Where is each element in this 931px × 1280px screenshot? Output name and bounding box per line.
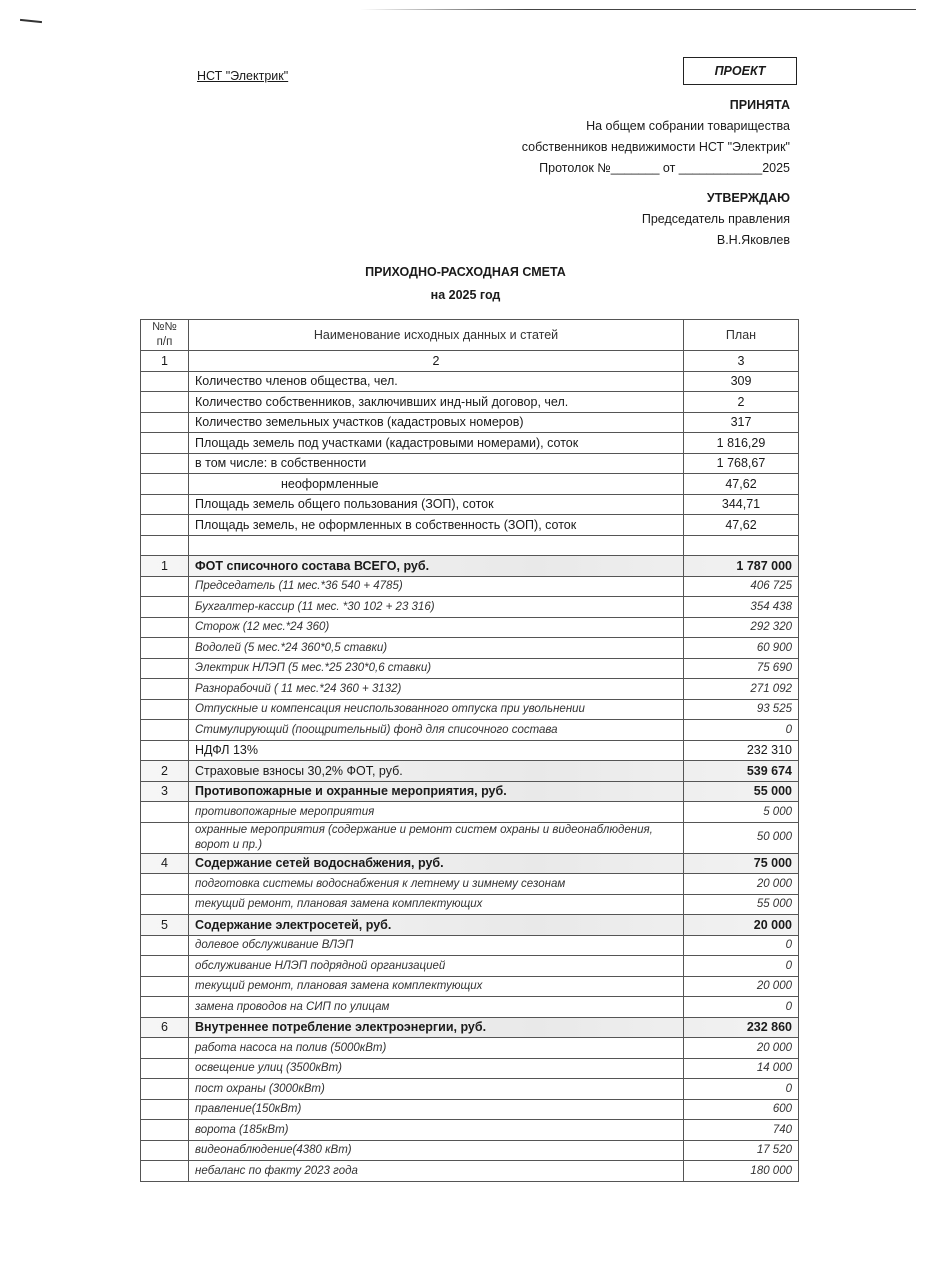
row-name: Площадь земель под участками (кадастровыми номерами), соток xyxy=(189,433,684,454)
header-name: Наименование исходных данных и статей xyxy=(189,320,684,351)
item-row xyxy=(141,699,799,720)
item-plan: 354 438 xyxy=(684,597,799,618)
accepted-heading: ПРИНЯТА xyxy=(729,98,790,112)
item-plan: 0 xyxy=(684,720,799,741)
scan-mark xyxy=(20,19,42,23)
item-name: текущий ремонт, плановая замена комплектующих xyxy=(189,976,684,997)
section-name: ФОТ списочного состава ВСЕГО, руб. xyxy=(189,556,684,577)
column-number-row xyxy=(141,351,799,372)
item-plan: 292 320 xyxy=(684,617,799,638)
item-plan: 50 000 xyxy=(684,822,799,853)
source-data-row xyxy=(141,515,799,536)
item-plan: 0 xyxy=(684,997,799,1018)
item-plan: 20 000 xyxy=(684,874,799,895)
item-plan: 406 725 xyxy=(684,576,799,597)
section-row xyxy=(141,556,799,577)
item-plan: 20 000 xyxy=(684,1038,799,1059)
item-plan: 0 xyxy=(684,956,799,977)
approved-block xyxy=(642,188,790,251)
project-stamp: ПРОЕКТ xyxy=(683,57,797,85)
row-plan: 317 xyxy=(684,412,799,433)
item-row xyxy=(141,1079,799,1100)
item-plan: 75 690 xyxy=(684,658,799,679)
item-row xyxy=(141,935,799,956)
item-plan: 14 000 xyxy=(684,1058,799,1079)
item-row xyxy=(141,1058,799,1079)
section-row xyxy=(141,915,799,936)
row-plan: 1 768,67 xyxy=(684,453,799,474)
item-plan: 271 092 xyxy=(684,679,799,700)
document-subtitle: на 2025 год xyxy=(430,288,501,302)
row-plan: 47,62 xyxy=(684,515,799,536)
section-num: 3 xyxy=(141,781,189,802)
tax-plan: 232 310 xyxy=(684,740,799,761)
table-header-row xyxy=(141,320,799,351)
item-name: противопожарные мероприятия xyxy=(189,802,684,823)
budget-table xyxy=(140,319,799,1182)
row-name: Площадь земель, не оформленных в собственность (ЗОП), соток xyxy=(189,515,684,536)
item-row xyxy=(141,638,799,659)
item-name: Отпускные и компенсация неиспользованного отпуска при увольнении xyxy=(189,699,684,720)
row-name: Количество земельных участков (кадастровых номеров) xyxy=(189,412,684,433)
section-row xyxy=(141,853,799,874)
item-row xyxy=(141,997,799,1018)
item-row xyxy=(141,576,799,597)
item-name: охранные мероприятия (содержание и ремонт систем охраны и видеонаблюдения, ворот и пр.) xyxy=(189,822,684,853)
item-name: Председатель (11 мес.*36 540 + 4785) xyxy=(189,576,684,597)
organization-name: НСТ "Электрик" xyxy=(197,69,289,83)
item-plan: 5 000 xyxy=(684,802,799,823)
item-name: ворота (185кВт) xyxy=(189,1120,684,1141)
approved-heading: УТВЕРЖДАЮ xyxy=(706,191,790,205)
section-num: 5 xyxy=(141,915,189,936)
item-row xyxy=(141,1038,799,1059)
item-name: подготовка системы водоснабжения к летнему и зимнему сезонам xyxy=(189,874,684,895)
item-plan: 93 525 xyxy=(684,699,799,720)
item-plan: 180 000 xyxy=(684,1161,799,1182)
row-name: Количество членов общества, чел. xyxy=(189,371,684,392)
section-plan: 75 000 xyxy=(684,853,799,874)
item-row xyxy=(141,1161,799,1182)
item-row xyxy=(141,597,799,618)
item-row xyxy=(141,1140,799,1161)
row-plan: 1 816,29 xyxy=(684,433,799,454)
item-plan: 60 900 xyxy=(684,638,799,659)
item-name: обслуживание НЛЭП подрядной организацией xyxy=(189,956,684,977)
section-num: 1 xyxy=(141,556,189,577)
empty-row xyxy=(141,535,799,556)
item-row xyxy=(141,679,799,700)
item-name: Разнорабочий ( 11 мес.*24 360 + 3132) xyxy=(189,679,684,700)
accepted-block xyxy=(522,95,790,179)
section-row xyxy=(141,761,799,782)
scan-edge-line xyxy=(360,9,916,10)
header-num: №№ п/п xyxy=(141,320,189,351)
item-plan: 600 xyxy=(684,1099,799,1120)
tax-name: НДФЛ 13% xyxy=(189,740,684,761)
section-row xyxy=(141,781,799,802)
item-row xyxy=(141,720,799,741)
column-number: 2 xyxy=(189,351,684,372)
accepted-line-1: На общем собрании товарищества xyxy=(586,119,790,133)
item-row xyxy=(141,1120,799,1141)
section-name: Противопожарные и охранные мероприятия, руб. xyxy=(189,781,684,802)
item-name: Электрик НЛЭП (5 мес.*25 230*0,6 ставки) xyxy=(189,658,684,679)
row-plan: 2 xyxy=(684,392,799,413)
row-plan: 309 xyxy=(684,371,799,392)
document-title: ПРИХОДНО-РАСХОДНАЯ СМЕТА xyxy=(365,265,566,279)
item-row xyxy=(141,617,799,638)
item-plan: 55 000 xyxy=(684,894,799,915)
source-data-row xyxy=(141,412,799,433)
accepted-line-2: собственников недвижимости НСТ "Электрик" xyxy=(521,140,790,154)
section-plan: 20 000 xyxy=(684,915,799,936)
item-row xyxy=(141,822,799,853)
section-name: Содержание электросетей, руб. xyxy=(189,915,684,936)
item-name: долевое обслуживание ВЛЭП xyxy=(189,935,684,956)
section-plan: 55 000 xyxy=(684,781,799,802)
item-plan: 740 xyxy=(684,1120,799,1141)
item-plan: 0 xyxy=(684,1079,799,1100)
item-row xyxy=(141,658,799,679)
item-row xyxy=(141,874,799,895)
row-plan: 47,62 xyxy=(684,474,799,495)
item-name: пост охраны (3000кВт) xyxy=(189,1079,684,1100)
item-name: Стимулирующий (поощрительный) фонд для списочного состава xyxy=(189,720,684,741)
item-row xyxy=(141,956,799,977)
source-data-row xyxy=(141,433,799,454)
section-num: 4 xyxy=(141,853,189,874)
section-num: 6 xyxy=(141,1017,189,1038)
item-name: небаланс по факту 2023 года xyxy=(189,1161,684,1182)
source-data-row xyxy=(141,371,799,392)
column-number: 1 xyxy=(141,351,189,372)
item-plan: 0 xyxy=(684,935,799,956)
source-data-row xyxy=(141,494,799,515)
section-name: Содержание сетей водоснабжения, руб. xyxy=(189,853,684,874)
item-row xyxy=(141,1099,799,1120)
row-name: Количество собственников, заключивших инд-ный договор, чел. xyxy=(189,392,684,413)
item-name: текущий ремонт, плановая замена комплектующих xyxy=(189,894,684,915)
header-plan: План xyxy=(684,320,799,351)
item-row xyxy=(141,802,799,823)
item-name: освещение улиц (3500кВт) xyxy=(189,1058,684,1079)
item-name: Сторож (12 мес.*24 360) xyxy=(189,617,684,638)
section-num: 2 xyxy=(141,761,189,782)
section-name: Внутреннее потребление электроэнергии, руб. xyxy=(189,1017,684,1038)
accepted-line-3: Протолок №_______ от ____________2025 xyxy=(539,161,790,175)
item-row xyxy=(141,894,799,915)
tax-row xyxy=(141,740,799,761)
row-plan: 344,71 xyxy=(684,494,799,515)
source-data-row xyxy=(141,392,799,413)
item-name: работа насоса на полив (5000кВт) xyxy=(189,1038,684,1059)
approved-line-1: Председатель правления xyxy=(641,212,790,226)
row-name: в том числе: в собственности xyxy=(189,453,684,474)
row-name: Площадь земель общего пользования (ЗОП), соток xyxy=(189,494,684,515)
item-plan: 17 520 xyxy=(684,1140,799,1161)
source-data-row xyxy=(141,474,799,495)
item-name: Водолей (5 мес.*24 360*0,5 ставки) xyxy=(189,638,684,659)
item-plan: 20 000 xyxy=(684,976,799,997)
section-plan: 539 674 xyxy=(684,761,799,782)
section-plan: 1 787 000 xyxy=(684,556,799,577)
approved-line-2: В.Н.Яковлев xyxy=(716,233,790,247)
item-name: замена проводов на СИП по улицам xyxy=(189,997,684,1018)
section-name: Страховые взносы 30,2% ФОТ, руб. xyxy=(189,761,684,782)
item-name: видеонаблюдение(4380 кВт) xyxy=(189,1140,684,1161)
item-row xyxy=(141,976,799,997)
source-data-row xyxy=(141,453,799,474)
section-row xyxy=(141,1017,799,1038)
column-number: 3 xyxy=(684,351,799,372)
row-name: неоформленные xyxy=(189,474,684,495)
section-plan: 232 860 xyxy=(684,1017,799,1038)
item-name: правление(150кВт) xyxy=(189,1099,684,1120)
item-name: Бухгалтер-кассир (11 мес. *30 102 + 23 316) xyxy=(189,597,684,618)
